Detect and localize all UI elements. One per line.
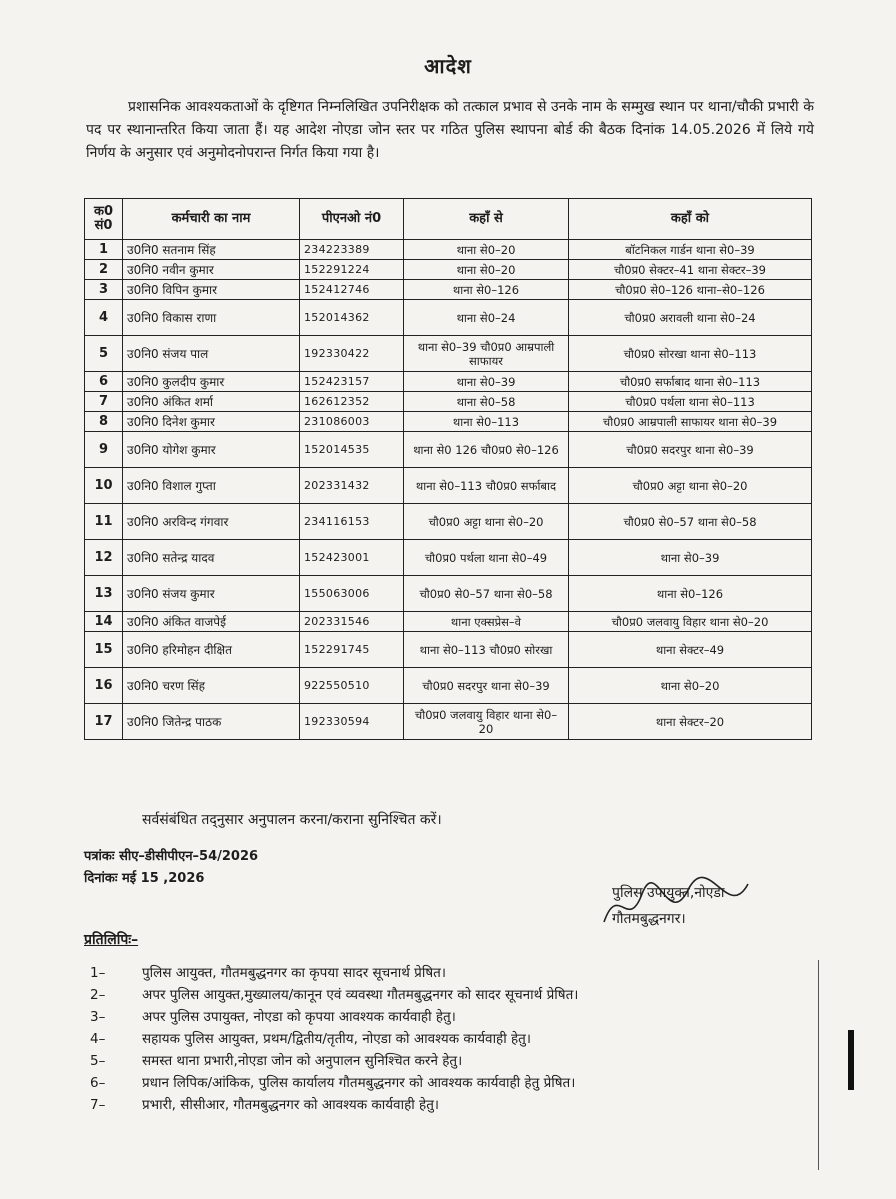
- table-row: [85, 392, 812, 412]
- cell-serial: 7: [85, 392, 123, 412]
- signature-designation: पुलिस उपायुक्त,नोएडा: [612, 885, 725, 901]
- cell-from: थाना से0–113: [404, 412, 569, 432]
- cell-from: थाना से0–113 चौ0प्र0 सोरखा: [404, 632, 569, 668]
- cell-pno: 162612352: [300, 392, 404, 412]
- cell-from: चौ0प्र0 पर्थला थाना से0–49: [404, 540, 569, 576]
- cell-from: थाना से0–39 चौ0प्र0 आम्रपाली साफायर: [404, 336, 569, 372]
- cell-name: उ0नि0 हरिमोहन दीक्षित: [123, 632, 300, 668]
- cell-pno: 192330422: [300, 336, 404, 372]
- cell-pno: 234223389: [300, 240, 404, 260]
- cell-to: चौ0प्र0 सर्फाबाद थाना से0–113: [569, 372, 812, 392]
- signature-block: [612, 880, 725, 932]
- cell-to: थाना से0–126: [569, 576, 812, 612]
- cell-name: उ0नि0 विकास राणा: [123, 300, 300, 336]
- cell-serial: 3: [85, 280, 123, 300]
- closing-line: सर्वसंबंधित तद्नुसार अनुपालन करना/कराना सुनिश्चित करें।: [142, 812, 442, 828]
- copy-item-number: 6–: [90, 1075, 106, 1091]
- cell-name: उ0नि0 संजय पाल: [123, 336, 300, 372]
- table-row: [85, 432, 812, 468]
- cell-serial: 15: [85, 632, 123, 668]
- cell-to: चौ0प्र0 सेक्टर–41 थाना सेक्टर–39: [569, 260, 812, 280]
- cell-to: चौ0प्र0 से0–126 थाना–से0–126: [569, 280, 812, 300]
- page-edge-bar: [848, 1030, 854, 1090]
- cell-from: थाना से0–20: [404, 260, 569, 280]
- cell-serial: 5: [85, 336, 123, 372]
- table-row: [85, 280, 812, 300]
- table-row: [85, 632, 812, 668]
- table-row: [85, 336, 812, 372]
- header-to: कहाँ को: [569, 199, 812, 240]
- copy-item-text: प्रभारी, सीसीआर, गौतमबुद्धनगर को आवश्यक कार्यवाही हेतु।: [142, 1097, 439, 1113]
- copy-item-number: 7–: [90, 1097, 106, 1113]
- cell-to: थाना से0–39: [569, 540, 812, 576]
- cell-name: उ0नि0 दिनेश कुमार: [123, 412, 300, 432]
- copy-item-number: 4–: [90, 1031, 106, 1047]
- cell-serial: 9: [85, 432, 123, 468]
- copy-item: [90, 1094, 810, 1116]
- cell-from: चौ0प्र0 जलवायु विहार थाना से0–20: [404, 704, 569, 740]
- copy-item-text: पुलिस आयुक्त, गौतमबुद्धनगर का कृपया सादर सूचनार्थ प्रेषित।: [142, 965, 446, 981]
- cell-serial: 13: [85, 576, 123, 612]
- cell-from: थाना से0–39: [404, 372, 569, 392]
- cell-from: थाना से0–126: [404, 280, 569, 300]
- table-row: [85, 576, 812, 612]
- cell-from: थाना से0–58: [404, 392, 569, 412]
- copy-item: [90, 1028, 810, 1050]
- cell-name: उ0नि0 अंकित वाजपेई: [123, 612, 300, 632]
- cell-to: चौ0प्र0 अरावली थाना से0–24: [569, 300, 812, 336]
- table-header-row: [85, 199, 812, 240]
- copy-item-number: 1–: [90, 965, 106, 981]
- table-row: [85, 300, 812, 336]
- cell-name: उ0नि0 चरण सिंह: [123, 668, 300, 704]
- copy-item-number: 5–: [90, 1053, 106, 1069]
- copy-item: [90, 1072, 810, 1094]
- cell-pno: 152014362: [300, 300, 404, 336]
- cell-name: उ0नि0 विपिन कुमार: [123, 280, 300, 300]
- table-row: [85, 260, 812, 280]
- cell-name: उ0नि0 अरविन्द गंगवार: [123, 504, 300, 540]
- cell-from: थाना से0–20: [404, 240, 569, 260]
- table-row: [85, 668, 812, 704]
- cell-serial: 11: [85, 504, 123, 540]
- cell-to: चौ0प्र0 सदरपुर थाना से0–39: [569, 432, 812, 468]
- cell-pno: 922550510: [300, 668, 404, 704]
- copy-item-text: अपर पुलिस उपायुक्त, नोएडा को कृपया आवश्यक कार्यवाही हेतु।: [142, 1009, 456, 1025]
- intro-paragraph: प्रशासनिक आवश्यकताओं के दृष्टिगत निम्नलिखित उपनिरीक्षक को तत्काल प्रभाव से उनके नाम के सम्मुख स्थान पर थाना/चौकी प्रभारी के पद पर स्थानान्तरित किया जाता हैं। यह आदेश नोएडा जोन स्तर पर गठित पुलिस स्थापना बोर्ड की बैठक दिनांक 14.05.2026 में लिये गये निर्णय के अनुसार एवं अनुमोदनोपरान्त निर्गत किया गया है।: [86, 99, 814, 161]
- cell-to: चौ0प्र0 सोरखा थाना से0–113: [569, 336, 812, 372]
- cell-name: उ0नि0 योगेश कुमार: [123, 432, 300, 468]
- cell-name: उ0नि0 विशाल गुप्ता: [123, 468, 300, 504]
- cell-pno: 192330594: [300, 704, 404, 740]
- cell-pno: 152423001: [300, 540, 404, 576]
- signature-district: गौतमबुद्धनगर।: [612, 911, 686, 927]
- cell-name: उ0नि0 सतेन्द्र यादव: [123, 540, 300, 576]
- table-row: [85, 372, 812, 392]
- copy-to-list: [90, 962, 810, 1116]
- cell-serial: 10: [85, 468, 123, 504]
- cell-name: उ0नि0 नवीन कुमार: [123, 260, 300, 280]
- cell-to: चौ0प्र0 पर्थला थाना से0–113: [569, 392, 812, 412]
- cell-pno: 155063006: [300, 576, 404, 612]
- cell-serial: 2: [85, 260, 123, 280]
- cell-serial: 8: [85, 412, 123, 432]
- copy-item-text: सहायक पुलिस आयुक्त, प्रथम/द्वितीय/तृतीय, नोएडा को आवश्यक कार्यवाही हेतु।: [142, 1031, 531, 1047]
- copy-item: [90, 984, 810, 1006]
- reference-number: पत्रांकः सीए–डीसीपीएन–54/2026: [84, 849, 259, 864]
- copy-item: [90, 1006, 810, 1028]
- copy-item: [90, 962, 810, 984]
- table-row: [85, 704, 812, 740]
- transfer-table: [84, 198, 812, 740]
- cell-to: थाना सेक्टर–49: [569, 632, 812, 668]
- header-name: कर्मचारी का नाम: [123, 199, 300, 240]
- table-row: [85, 504, 812, 540]
- cell-name: उ0नि0 कुलदीप कुमार: [123, 372, 300, 392]
- copy-item-number: 3–: [90, 1009, 106, 1025]
- table-body: [85, 240, 812, 740]
- cell-from: थाना से0–24: [404, 300, 569, 336]
- cell-name: उ0नि0 अंकित शर्मा: [123, 392, 300, 412]
- cell-pno: 202331432: [300, 468, 404, 504]
- cell-name: उ0नि0 सतनाम सिंह: [123, 240, 300, 260]
- cell-from: चौ0प्र0 अट्टा थाना से0–20: [404, 504, 569, 540]
- table-row: [85, 612, 812, 632]
- page-edge-line: [818, 960, 819, 1170]
- cell-to: चौ0प्र0 आम्रपाली साफायर थाना से0–39: [569, 412, 812, 432]
- cell-pno: 152291224: [300, 260, 404, 280]
- copy-item-text: अपर पुलिस आयुक्त,मुख्यालय/कानून एवं व्यवस्था गौतमबुद्धनगर को सादर सूचनार्थ प्रेषित।: [142, 987, 579, 1003]
- header-serial: क0 सं0: [85, 199, 123, 240]
- cell-name: उ0नि0 संजय कुमार: [123, 576, 300, 612]
- cell-serial: 1: [85, 240, 123, 260]
- cell-from: चौ0प्र0 से0–57 थाना से0–58: [404, 576, 569, 612]
- cell-from: थाना से0–113 चौ0प्र0 सर्फाबाद: [404, 468, 569, 504]
- copy-to-heading: प्रतिलिपिः–: [84, 932, 139, 948]
- table-row: [85, 412, 812, 432]
- cell-serial: 16: [85, 668, 123, 704]
- cell-from: थाना एक्सप्रेस–वे: [404, 612, 569, 632]
- cell-pno: 202331546: [300, 612, 404, 632]
- table-row: [85, 240, 812, 260]
- table-row: [85, 468, 812, 504]
- cell-serial: 14: [85, 612, 123, 632]
- header-from: कहाँ से: [404, 199, 569, 240]
- cell-pno: 152014535: [300, 432, 404, 468]
- cell-serial: 6: [85, 372, 123, 392]
- cell-to: चौ0प्र0 अट्टा थाना से0–20: [569, 468, 812, 504]
- cell-to: बॉटनिकल गार्डन थाना से0–39: [569, 240, 812, 260]
- copy-item: [90, 1050, 810, 1072]
- cell-serial: 12: [85, 540, 123, 576]
- reference-date: दिनांकः मई 15 ,2026: [84, 871, 205, 886]
- cell-to: चौ0प्र0 जलवायु विहार थाना से0–20: [569, 612, 812, 632]
- copy-item-text: प्रधान लिपिक/आंकिक, पुलिस कार्यालय गौतमबुद्धनगर को आवश्यक कार्यवाही हेतु प्रेषित।: [142, 1075, 576, 1091]
- cell-from: चौ0प्र0 सदरपुर थाना से0–39: [404, 668, 569, 704]
- header-pno: पीएनओ नं0: [300, 199, 404, 240]
- cell-serial: 17: [85, 704, 123, 740]
- cell-pno: 152412746: [300, 280, 404, 300]
- copy-item-text: समस्त थाना प्रभारी,नोएडा जोन को अनुपालन सुनिश्चित करने हेतु।: [142, 1053, 463, 1069]
- cell-pno: 231086003: [300, 412, 404, 432]
- cell-to: थाना से0–20: [569, 668, 812, 704]
- cell-pno: 152291745: [300, 632, 404, 668]
- cell-pno: 234116153: [300, 504, 404, 540]
- cell-from: थाना से0 126 चौ0प्र0 से0–126: [404, 432, 569, 468]
- table-row: [85, 540, 812, 576]
- cell-to: थाना सेक्टर–20: [569, 704, 812, 740]
- copy-item-number: 2–: [90, 987, 106, 1003]
- cell-serial: 4: [85, 300, 123, 336]
- cell-to: चौ0प्र0 से0–57 थाना से0–58: [569, 504, 812, 540]
- cell-name: उ0नि0 जितेन्द्र पाठक: [123, 704, 300, 740]
- cell-pno: 152423157: [300, 372, 404, 392]
- document-title: आदेश: [424, 54, 472, 78]
